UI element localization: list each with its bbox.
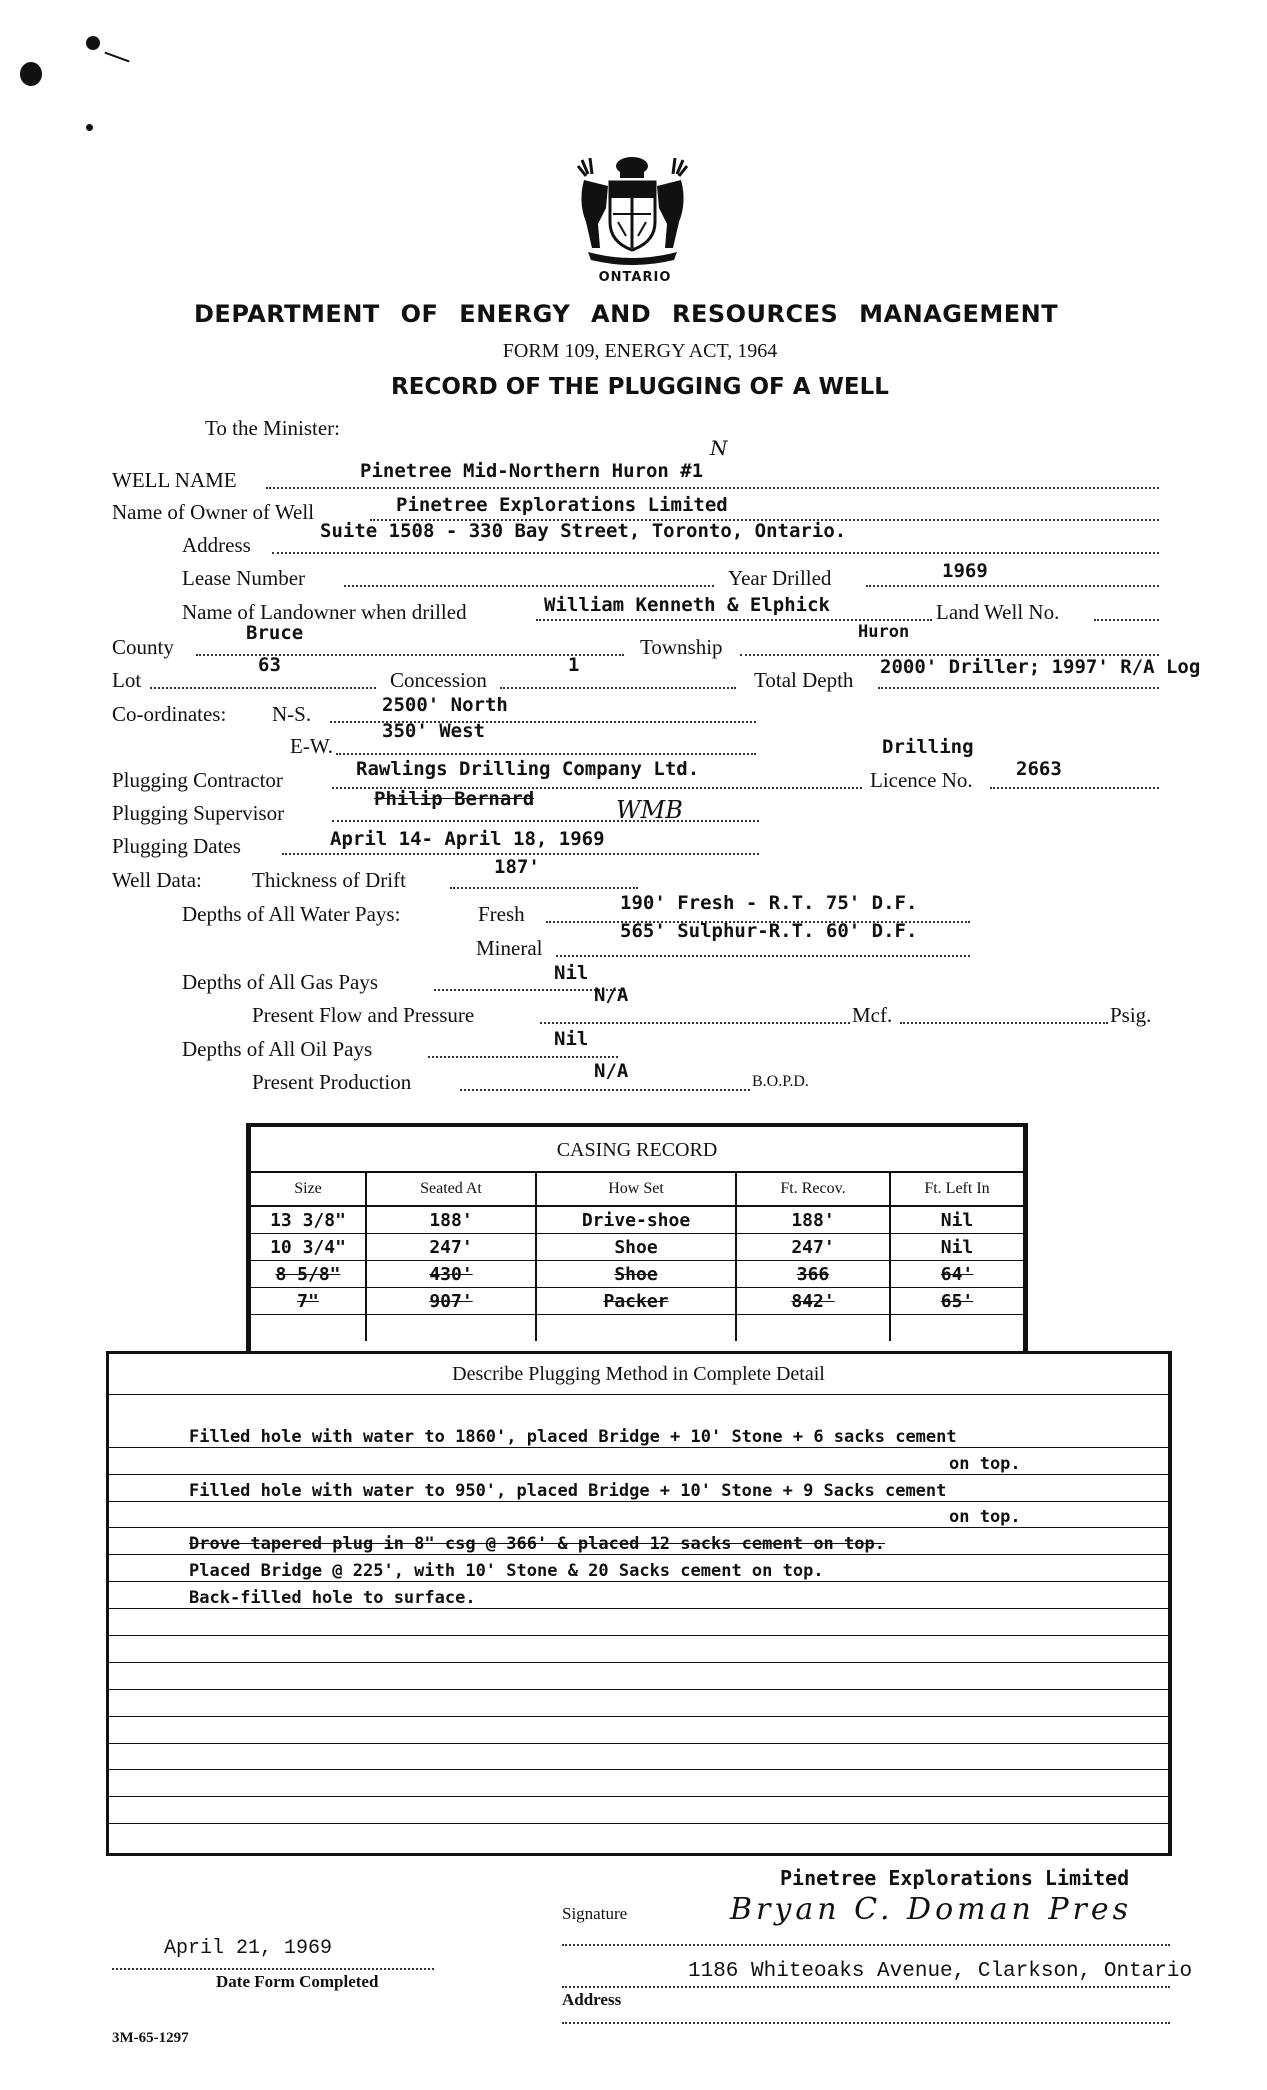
casing-cell-how-set: Packer [536, 1288, 736, 1315]
casing-cell-how-set: Shoe [536, 1234, 736, 1261]
address-signature-line [562, 1986, 1170, 1988]
casing-cell-ft-left-in [890, 1315, 1023, 1342]
well-name-annotation: N [710, 436, 728, 460]
plugging-ruled-line [109, 1395, 1168, 1421]
lot-label: Lot [112, 668, 142, 692]
mineral-line [556, 955, 970, 957]
oil-pays-line [428, 1056, 618, 1058]
township-value: Huron [858, 622, 910, 642]
casing-header-left-in: Ft. Left In [890, 1172, 1023, 1206]
casing-cell-ft-left-in: 64' [890, 1261, 1023, 1288]
production-value: N/A [594, 1060, 629, 1082]
coat-of-arms-icon [570, 152, 695, 267]
landowner-label: Name of Landowner when drilled [182, 600, 467, 624]
casing-cell-ft-recovered [736, 1315, 890, 1342]
date-completed-label: Date Form Completed [216, 1972, 379, 1991]
year-drilled-value: 1969 [942, 560, 988, 582]
mineral-label: Mineral [476, 936, 543, 960]
plugging-text-line: Placed Bridge @ 225', with 10' Stone & 20 Sacks cement on top. [189, 1561, 824, 1582]
address-line [272, 552, 1159, 554]
drift-value: 187' [494, 856, 540, 878]
casing-cell-size: 8 5/8" [251, 1261, 366, 1288]
casing-row [251, 1288, 1023, 1315]
plugging-ruled-line [109, 1502, 1168, 1529]
plugging-text-line: Back-filled hole to surface. [189, 1588, 476, 1609]
ns-label: N-S. [272, 702, 312, 726]
plugging-text-line: Drove tapered plug in 8" csg @ 366' & placed 12 sacks cement on top. [189, 1534, 885, 1555]
concession-label: Concession [390, 668, 487, 692]
mcf-label: Mcf. [852, 1003, 893, 1027]
signature: Bryan C. Doman Pres [730, 1892, 1133, 1927]
well-data-label: Well Data: [112, 868, 202, 892]
casing-cell-ft-recovered: 842' [736, 1288, 890, 1315]
province-name: ONTARIO [598, 270, 672, 285]
casing-cell-ft-recovered: 366 [736, 1261, 890, 1288]
casing-cell-seated-at [366, 1315, 536, 1342]
plugging-ruled-line [109, 1797, 1168, 1824]
form-title: RECORD OF THE PLUGGING OF A WELL [391, 374, 889, 400]
drift-line [450, 887, 638, 889]
flow-value: N/A [594, 984, 629, 1006]
year-drilled-label: Year Drilled [728, 566, 832, 590]
mineral-value: 565' Sulphur-R.T. 60' D.F. [620, 920, 918, 942]
flow-label: Present Flow and Pressure [252, 1003, 475, 1027]
oil-pays-label: Depths of All Oil Pays [182, 1037, 373, 1061]
plugging-ruled-line [109, 1663, 1168, 1690]
water-pays-label: Depths of All Water Pays: [182, 902, 401, 926]
drift-label: Thickness of Drift [252, 868, 406, 892]
total-depth-line [878, 687, 1159, 689]
land-well-no-label: Land Well No. [936, 600, 1060, 624]
production-line [460, 1089, 750, 1091]
county-label: County [112, 635, 174, 659]
casing-cell-how-set: Shoe [536, 1261, 736, 1288]
casing-row [251, 1234, 1023, 1261]
casing-row [251, 1315, 1023, 1342]
licence-type-value: Drilling [882, 736, 974, 758]
plugging-dates-value: April 14- April 18, 1969 [330, 828, 605, 850]
gas-pays-label: Depths of All Gas Pays [182, 970, 378, 994]
casing-header-seated: Seated At [366, 1172, 536, 1206]
date-line [112, 1968, 434, 1970]
plugging-ruled-line [109, 1475, 1168, 1502]
fresh-value: 190' Fresh - R.T. 75' D.F. [620, 892, 918, 914]
to-minister-label: To the Minister: [205, 416, 341, 440]
owner-value: Pinetree Explorations Limited [396, 494, 728, 516]
plugging-ruled-line [109, 1744, 1168, 1771]
county-value: Bruce [246, 622, 304, 644]
plugging-text-line: on top. [949, 1507, 1021, 1528]
concession-value: 1 [568, 654, 580, 676]
plugging-text-line: on top. [949, 1453, 1021, 1474]
supervisor-annotation: WMB [616, 796, 683, 824]
casing-table [251, 1171, 1023, 1341]
fresh-label: Fresh [478, 902, 525, 926]
casing-row [251, 1261, 1023, 1288]
casing-row [251, 1206, 1023, 1234]
township-label: Township [640, 635, 723, 659]
bopd-label: B.O.P.D. [752, 1073, 809, 1090]
plugging-ruled-line [109, 1824, 1168, 1850]
casing-header-size: Size [251, 1172, 366, 1206]
supervisor-line [332, 820, 759, 822]
licence-no-value: 2663 [1016, 758, 1062, 780]
ink-blot [86, 36, 100, 50]
plugging-ruled-line [109, 1555, 1168, 1582]
psig-line [900, 1022, 1108, 1024]
ink-blot [86, 124, 93, 131]
total-depth-label: Total Depth [754, 668, 854, 692]
plugging-dates-line [282, 853, 759, 855]
supervisor-label: Plugging Supervisor [112, 801, 285, 825]
psig-label: Psig. [1110, 1003, 1152, 1027]
casing-record-title: CASING RECORD [556, 1139, 718, 1161]
plugging-ruled-line [109, 1528, 1168, 1555]
casing-cell-size: 13 3/8" [251, 1206, 366, 1234]
casing-cell-seated-at: 247' [366, 1234, 536, 1261]
well-name-label: WELL NAME [112, 468, 237, 492]
year-drilled-line [866, 585, 1159, 587]
production-label: Present Production [252, 1070, 412, 1094]
ew-value: 350' West [382, 720, 485, 742]
plugging-ruled-line [109, 1690, 1168, 1717]
supervisor-value: Philip Bernard [374, 788, 535, 810]
casing-header-recovered: Ft. Recov. [736, 1172, 890, 1206]
plugging-text-line: Filled hole with water to 1860', placed Bridge + 10' Stone + 6 sacks cement [189, 1426, 957, 1447]
concession-line [500, 687, 736, 689]
licence-no-label: Licence No. [870, 768, 973, 792]
gas-pays-value: Nil [554, 962, 589, 984]
address-value: Suite 1508 - 330 Bay Street, Toronto, Ontario. [320, 520, 847, 542]
plugging-ruled-line [109, 1636, 1168, 1663]
casing-cell-ft-recovered: 247' [736, 1234, 890, 1261]
address-footer-line [562, 2022, 1170, 2024]
landowner-value: William Kenneth & Elphick [544, 594, 830, 616]
casing-cell-seated-at: 188' [366, 1206, 536, 1234]
signature-line [562, 1944, 1170, 1946]
casing-cell-ft-recovered: 188' [736, 1206, 890, 1234]
ew-label: E-W. [290, 734, 333, 758]
casing-cell-size [251, 1315, 366, 1342]
casing-header-row [251, 1172, 1023, 1206]
casing-cell-seated-at: 907' [366, 1288, 536, 1315]
plugging-method-box [106, 1351, 1172, 1856]
total-depth-value: 2000' Driller; 1997' R/A Log [880, 656, 1201, 678]
signer-address: 1186 Whiteoaks Avenue, Clarkson, Ontario [688, 1960, 1193, 1983]
casing-cell-size: 10 3/4" [251, 1234, 366, 1261]
form-reference: FORM 109, ENERGY ACT, 1964 [502, 340, 778, 362]
department-title: DEPARTMENT OF ENERGY AND RESOURCES MANAGEMENT [194, 300, 1059, 328]
casing-cell-seated-at: 430' [366, 1261, 536, 1288]
oil-pays-value: Nil [554, 1028, 589, 1050]
company-name: Pinetree Explorations Limited [780, 1866, 1130, 1890]
ink-blot [20, 62, 42, 86]
flow-line [540, 1022, 850, 1024]
land-well-no-line [1094, 619, 1159, 621]
lease-number-line [344, 585, 714, 587]
address-label: Address [182, 533, 251, 557]
plugging-ruled-line [109, 1717, 1168, 1744]
coordinates-label: Co-ordinates: [112, 702, 227, 726]
casing-cell-ft-left-in: Nil [890, 1234, 1023, 1261]
plugging-ruled-line [109, 1421, 1168, 1448]
lot-value: 63 [258, 654, 281, 676]
plugging-ruled-line [109, 1770, 1168, 1797]
signature-label: Signature [562, 1904, 628, 1923]
plugging-text-line: Filled hole with water to 950', placed Bridge + 10' Stone + 9 Sacks cement [189, 1480, 947, 1501]
casing-cell-ft-left-in: 65' [890, 1288, 1023, 1315]
lease-number-label: Lease Number [182, 566, 306, 590]
contractor-label: Plugging Contractor [112, 768, 283, 792]
contractor-value: Rawlings Drilling Company Ltd. [356, 758, 700, 780]
ink-mark [104, 52, 129, 63]
casing-cell-size: 7" [251, 1288, 366, 1315]
casing-header-how-set: How Set [536, 1172, 736, 1206]
plugging-method-title: Describe Plugging Method in Complete Detail [109, 1354, 1168, 1395]
ew-line [336, 753, 756, 755]
ns-value: 2500' North [382, 694, 508, 716]
well-name-value: Pinetree Mid-Northern Huron #1 [360, 460, 704, 482]
form-code: 3M-65-1297 [112, 2030, 189, 2046]
lot-line [150, 687, 376, 689]
completion-date: April 21, 1969 [164, 1937, 333, 1960]
plugging-ruled-line [109, 1582, 1168, 1609]
casing-cell-how-set [536, 1315, 736, 1342]
address-footer-label: Address [562, 1990, 622, 2009]
well-name-line [266, 487, 1159, 489]
plugging-dates-label: Plugging Dates [112, 834, 241, 858]
casing-cell-how-set: Drive-shoe [536, 1206, 736, 1234]
plugging-ruled-line [109, 1609, 1168, 1636]
owner-label: Name of Owner of Well [112, 500, 315, 524]
casing-cell-ft-left-in: Nil [890, 1206, 1023, 1234]
casing-record-box [246, 1123, 1028, 1353]
licence-no-line [990, 787, 1159, 789]
plugging-ruled-line [109, 1448, 1168, 1475]
landowner-line [536, 619, 932, 621]
